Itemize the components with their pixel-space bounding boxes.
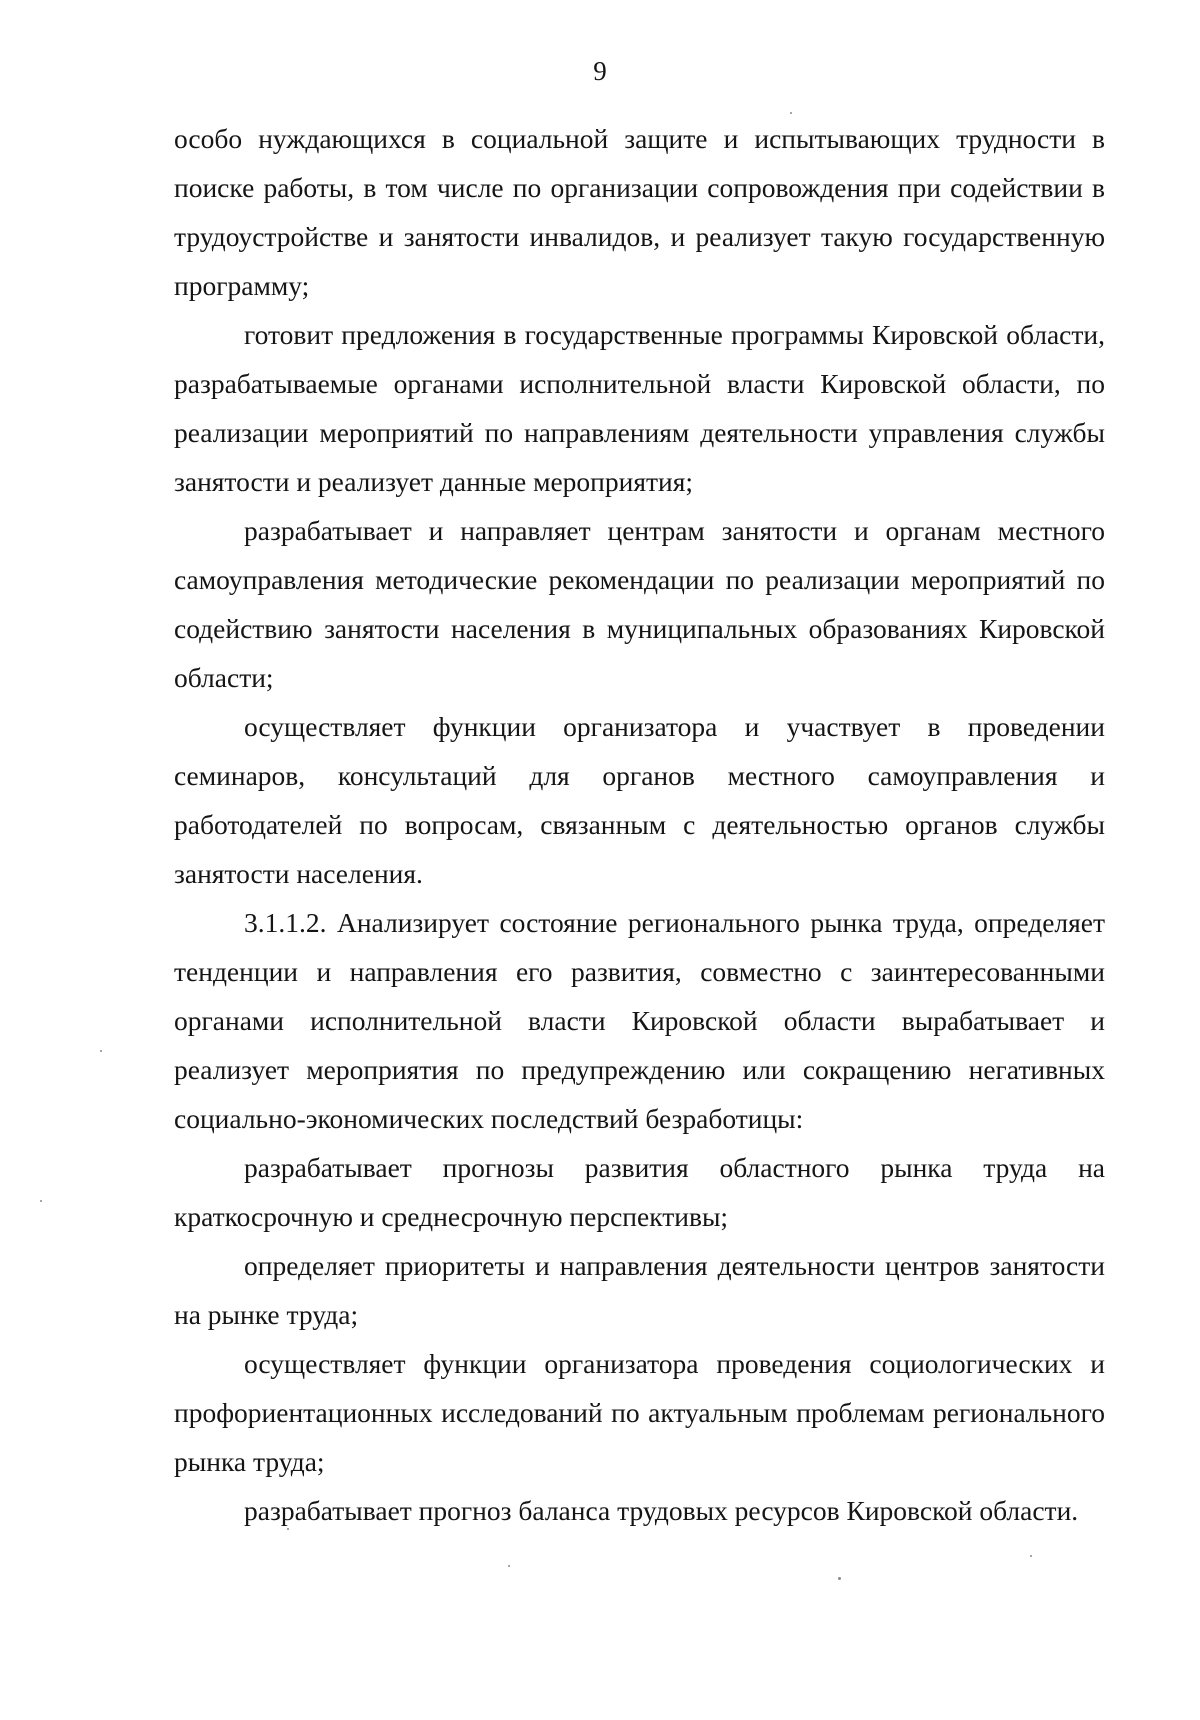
scan-speck <box>1030 1555 1032 1557</box>
paragraph-8: осуществляет функции организатора проведения социологических и профориентационных исследований по актуальным проблемам регионального рынка труда; <box>174 1348 1105 1477</box>
paragraph-7: определяет приоритеты и направления деятельности центров занятости на рынке труда; <box>174 1250 1105 1330</box>
document-body <box>174 114 1105 1535</box>
paragraph-4: осуществляет функции организатора и участвует в проведении семинаров, консультаций для органов местного самоуправления и работодателей по вопросам, связанным с деятельностью органов службы занятости населения. <box>174 711 1105 889</box>
scan-speck <box>100 1050 102 1052</box>
scan-speck <box>287 1528 289 1530</box>
page-number: 9 <box>593 56 607 86</box>
scan-speck <box>838 1577 841 1580</box>
paragraph-3: разрабатывает и направляет центрам занятости и органам местного самоуправления методические рекомендации по реализации мероприятий по содействию занятости населения в муниципальных образованиях Кировской области; <box>174 515 1105 693</box>
paragraph-9: разрабатывает прогноз баланса трудовых ресурсов Кировской области. <box>244 1495 1079 1526</box>
paragraph-6: разрабатывает прогнозы развития областного рынка труда на краткосрочную и среднесрочную перспективы; <box>174 1152 1105 1232</box>
paragraph-5: 3.1.1.2. Анализирует состояние регионального рынка труда, определяет тенденции и направления его развития, совместно с заинтересованными органами исполнительной власти Кировской области вырабатывает и реализует мероприятия по предупреждению или сокращению негативных социально-экономических последствий безработицы: <box>174 907 1105 1134</box>
paragraph-2: готовит предложения в государственные программы Кировской области, разрабатываемые органами исполнительной власти Кировской области, по реализации мероприятий по направлениям деятельности управления службы занятости и реализует данные мероприятия; <box>174 319 1105 497</box>
scan-speck <box>790 112 792 114</box>
scan-speck <box>40 1200 42 1202</box>
scan-speck <box>508 1565 510 1567</box>
paragraph-1: особо нуждающихся в социальной защите и испытывающих трудности в поиске работы, в том числе по организации сопровождения при содействии в трудоустройстве и занятости инвалидов, и реализует такую государственную программу; <box>174 123 1105 301</box>
